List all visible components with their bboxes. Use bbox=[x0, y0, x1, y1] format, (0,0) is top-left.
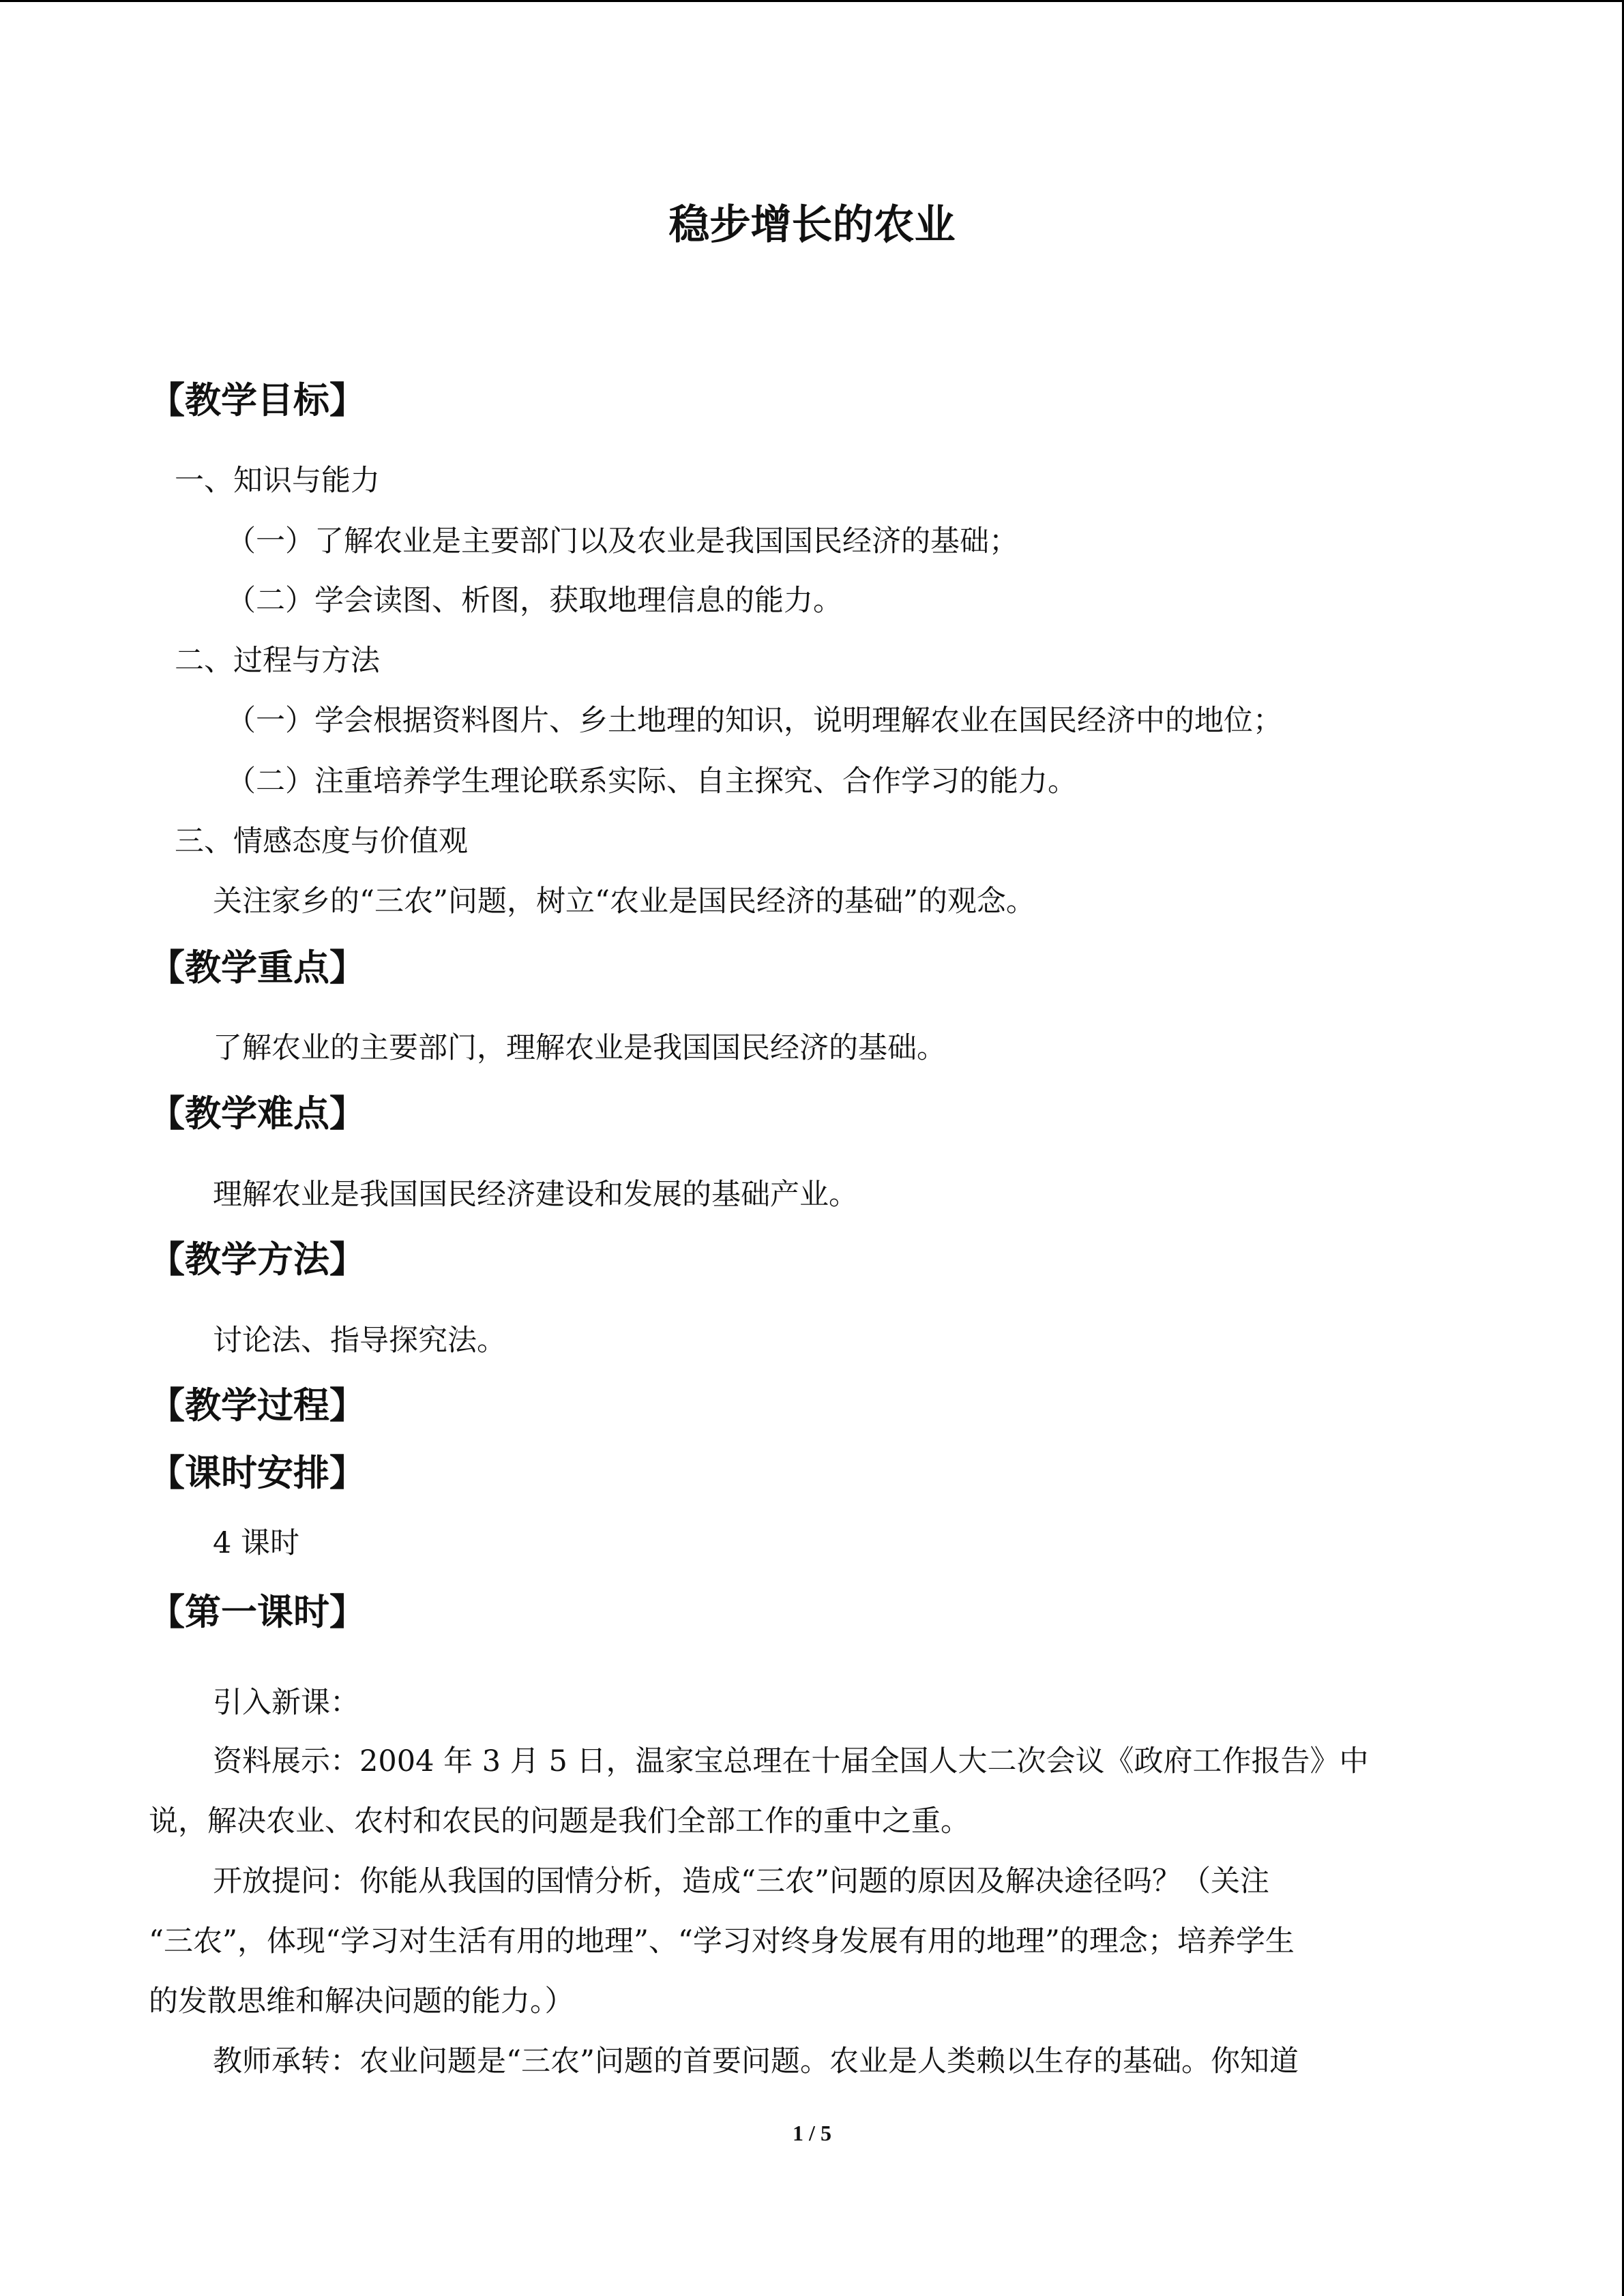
objective-item-1-sub-2: （二）学会读图、析图，获取地理信息的能力。 bbox=[226, 584, 842, 618]
heading-objectives: 【教学目标】 bbox=[149, 380, 366, 421]
objective-item-1: 一、知识与能力 bbox=[175, 464, 380, 498]
lesson1-question-line-2: “三农”，体现“学习对生活有用的地理”、“学习对终身发展有用的地理”的理念；培养学生 bbox=[149, 1924, 1295, 1958]
schedule-text: 4 课时 bbox=[213, 1526, 300, 1560]
lesson1-question-line-3: 的发散思维和解决问题的能力。） bbox=[149, 1984, 574, 2018]
key-points-text: 了解农业的主要部门，理解农业是我国国民经济的基础。 bbox=[213, 1031, 946, 1065]
objective-item-2: 二、过程与方法 bbox=[175, 644, 380, 678]
heading-key-points: 【教学重点】 bbox=[149, 947, 366, 989]
lesson1-intro: 引入新课： bbox=[213, 1686, 359, 1720]
lesson1-material-line-2: 说，解决农业、农村和农民的问题是我们全部工作的重中之重。 bbox=[149, 1804, 970, 1838]
heading-schedule: 【课时安排】 bbox=[149, 1452, 366, 1494]
objective-item-1-sub-1: （一）了解农业是主要部门以及农业是我国国民经济的基础； bbox=[226, 524, 1018, 558]
heading-methods: 【教学方法】 bbox=[149, 1239, 366, 1281]
difficulties-text: 理解农业是我国国民经济建设和发展的基础产业。 bbox=[213, 1178, 858, 1212]
lesson1-question-line-1: 开放提问：你能从我国的国情分析，造成“三农”问题的原因及解决途径吗？（关注 bbox=[213, 1864, 1269, 1898]
heading-lesson-1: 【第一课时】 bbox=[149, 1592, 366, 1633]
document-title: 稳步增长的农业 bbox=[668, 201, 956, 249]
objective-item-2-sub-1: （一）学会根据资料图片、乡土地理的知识，说明理解农业在国民经济中的地位； bbox=[226, 704, 1282, 738]
methods-text: 讨论法、指导探究法。 bbox=[213, 1324, 506, 1358]
lesson1-material-line-1: 资料展示：2004 年 3 月 5 日，温家宝总理在十届全国人大二次会议《政府工作报告》中 bbox=[213, 1744, 1369, 1778]
objective-item-3-text: 关注家乡的“三农”问题，树立“农业是国民经济的基础”的观念。 bbox=[213, 884, 1035, 919]
heading-difficulties: 【教学难点】 bbox=[149, 1093, 366, 1135]
page-number: 1 / 5 bbox=[793, 2121, 831, 2145]
lesson1-transition-line-1: 教师承转：农业问题是“三农”问题的首要问题。农业是人类赖以生存的基础。你知道 bbox=[213, 2044, 1299, 2078]
objective-item-3: 三、情感态度与价值观 bbox=[175, 824, 468, 859]
objective-item-2-sub-2: （二）注重培养学生理论联系实际、自主探究、合作学习的能力。 bbox=[226, 764, 1077, 799]
heading-process: 【教学过程】 bbox=[149, 1385, 366, 1427]
